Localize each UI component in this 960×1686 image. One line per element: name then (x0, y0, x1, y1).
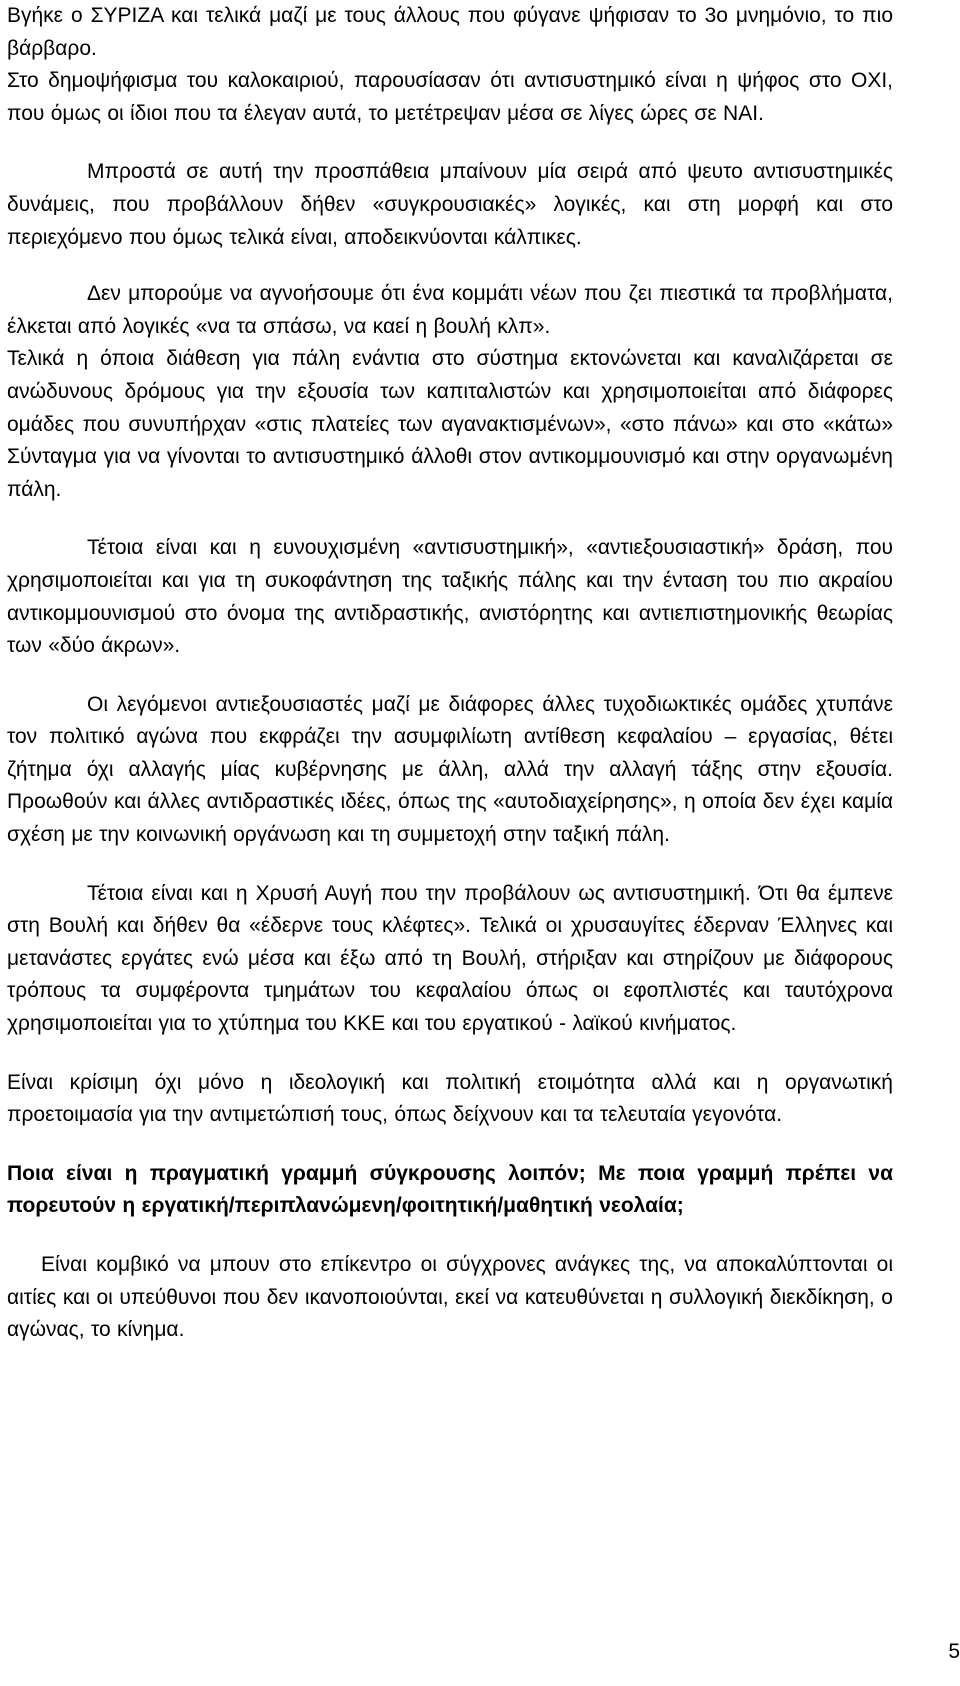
document-body (7, 0, 893, 1347)
paragraph: Τελικά η όποια διάθεση για πάλη ενάντια στο σύστημα εκτονώνεται και καναλιζάρεται σε ανώδυνους δρόμους για την εξουσία των καπιταλιστών και χρησιμοποιείται από διάφορες ομάδες που συνυπήρχαν «στις πλατείες των αγανακτισμένων», «στο πάνω» και στο «κάτω» Σύνταγμα για να γίνονται το αντισυστημικό άλλοθι στον αντικομμουνισμό και στην οργανωμένη πάλη. (7, 347, 893, 501)
paragraph: Μπροστά σε αυτή την προσπάθεια μπαίνουν μία σειρά από ψευτο αντισυστημικές δυνάμεις, που προβάλλουν δήθεν «συγκρουσιακές» λογικές, και στη μορφή και στο περιεχόμενο που όμως τελικά είναι, αποδεικνύονται κάλπικες. (7, 160, 893, 249)
paragraph: Βγήκε ο ΣΥΡΙΖΑ και τελικά μαζί με τους άλλους που φύγανε ψήφισαν το 3ο μνημόνιο, το πιο βάρβαρο. (7, 4, 893, 60)
page-number: 5 (948, 1640, 960, 1663)
paragraph: Τέτοια είναι και η ευνουχισμένη «αντισυστημική», «αντιεξουσιαστική» δράση, που χρησιμοποιείται και για τη συκοφάντηση της ταξικής πάλης και την ένταση του πιο ακραίου αντικομμουνισμού στο όνομα της αντιδραστικής, ανιστόρητης και αντιεπιστημονικής θεωρίας των «δύο άκρων». (7, 536, 893, 658)
paragraph: Οι λεγόμενοι αντιεξουσιαστές μαζί με διάφορες άλλες τυχοδιωκτικές ομάδες χτυπάνε τον πολιτικό αγώνα που εκφράζει την ασυμφιλίωτη αντίθεση κεφαλαίου – εργασίας, θέτει ζήτημα όχι αλλαγής μίας κυβέρνησης με άλλη, αλλά την αλλαγή τάξης στην εξουσία. Προωθούν και άλλες αντιδραστικές ιδέες, όπως της «αυτοδιαχείρησης», η οποία δεν έχει καμία σχέση με την κοινωνική οργάνωση και τη συμμετοχή στην ταξική πάλη. (7, 692, 893, 847)
section-question: Ποια είναι η πραγματική γραμμή σύγκρουσης λοιπόν; Με ποια γραμμή πρέπει να πορευτούν η εργατική/περιπλανώμενη/φοιτητική/μαθητική νεολαία; (7, 1161, 893, 1218)
paragraph: Στο δημοψήφισμα του καλοκαιριού, παρουσίασαν ότι αντισυστημικό είναι η ψήφος στο ΟΧΙ, που όμως οι ίδιοι που τα έλεγαν αυτά, το μετέτρεψαν μέσα σε λίγες ώρες σε ΝΑΙ. (7, 69, 893, 125)
paragraph: Τέτοια είναι και η Χρυσή Αυγή που την προβάλουν ως αντισυστημική. Ότι θα έμπενε στη Βουλή και δήθεν θα «έδερνε τους κλέφτες». Τελικά οι χρυσαυγίτες έδερναν Έλληνες και μετανάστες εργάτες ενώ μέσα και έξω από τη Βουλή, στήριξαν και στηρίζουν με διάφορους τρόπους τα συμφέροντα τμημάτων του κεφαλαίου όπως οι εφοπλιστές και ταυτόχρονα χρησιμοποιείται για το χτύπημα του ΚΚΕ και του εργατικού - λαϊκού κινήματος. (7, 881, 893, 1036)
paragraph: Είναι κομβικό να μπουν στο επίκεντρο οι σύγχρονες ανάγκες της, να αποκαλύπτονται οι αιτίες και οι υπεύθυνοι που δεν ικανοποιούνται, εκεί να κατευθύνεται η συλλογική διεκδίκηση, ο αγώνας, το κίνημα. (7, 1253, 893, 1342)
paragraph: Δεν μπορούμε να αγνοήσουμε ότι ένα κομμάτι νέων που ζει πιεστικά τα προβλήματα, έλκεται από λογικές «να τα σπάσω, να καεί η βουλή κλπ». (7, 282, 893, 338)
paragraph: Είναι κρίσιμη όχι μόνο η ιδεολογική και πολιτική ετοιμότητα αλλά και η οργανωτική προετοιμασία για την αντιμετώπισή τους, όπως δείχνουν και τα τελευταία γεγονότα. (7, 1070, 893, 1127)
